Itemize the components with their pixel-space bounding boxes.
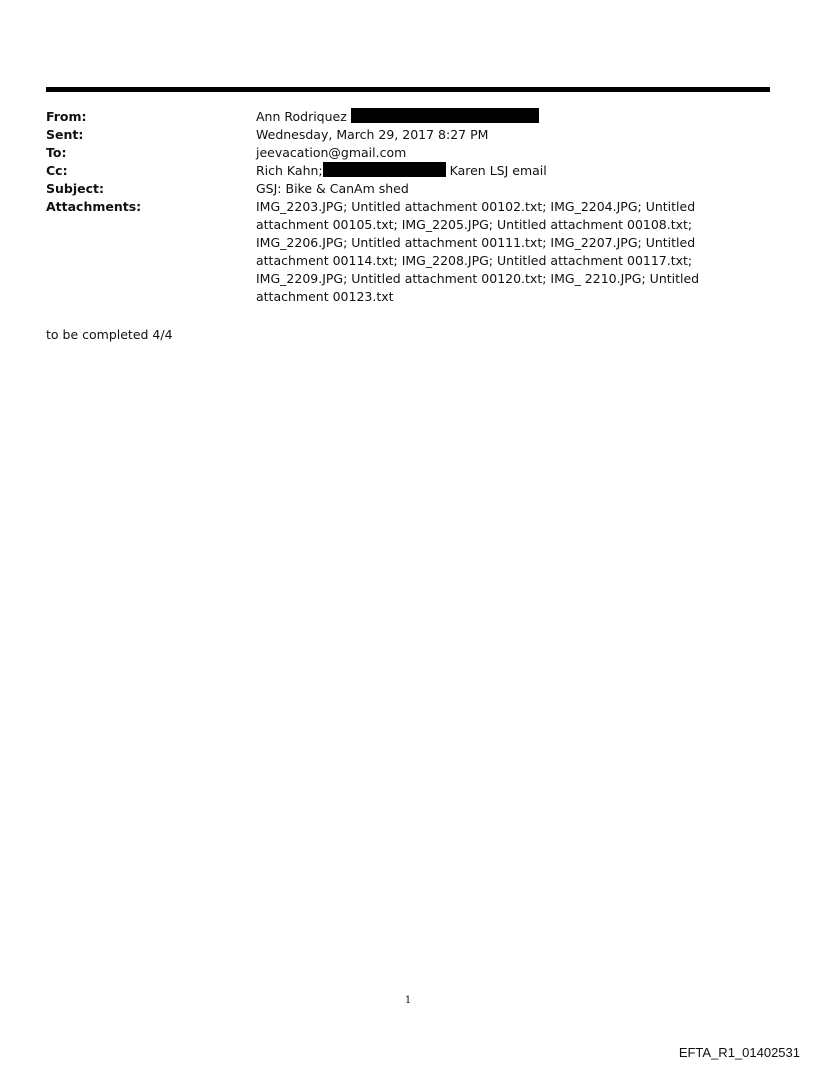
email-body: to be completed 4/4 — [46, 327, 173, 342]
attachments-label: Attachments: — [46, 199, 142, 214]
subject-row — [46, 180, 770, 198]
to-row — [46, 144, 770, 162]
sender-name: Ann Rodriquez — [256, 109, 347, 124]
cc-value — [256, 162, 770, 180]
cc-first-recipient: Rich Kahn; — [256, 163, 323, 178]
sent-value: Wednesday, March 29, 2017 8:27 PM — [256, 127, 489, 142]
cc-row — [46, 162, 770, 180]
header-divider — [46, 87, 770, 92]
bates-number: EFTA_R1_01402531 — [678, 1045, 800, 1060]
page-number: 1 — [404, 995, 412, 1006]
subject-label: Subject: — [46, 181, 104, 196]
cc-second-recipient: Karen LSJ email — [449, 163, 547, 178]
redaction-box — [323, 162, 446, 177]
to-value: jeevacation@gmail.com — [256, 145, 407, 160]
email-header — [46, 108, 770, 306]
from-value — [256, 108, 770, 126]
cc-label: Cc: — [46, 163, 68, 178]
subject-value: GSJ: Bike & CanAm shed — [256, 181, 409, 196]
attachments-value: IMG_2203.JPG; Untitled attachment 00102.txt; IMG_2204.JPG; Untitled attachment 00105.txt; IMG_2205.JPG; Untitled attachment 00108.txt; IMG_2206.JPG; Untitled attachment 00111.txt; IMG_2207.JPG; Untitled attachment 00114.txt; IMG_2208.JPG; Untitled attachment 00117.txt; IMG_2209.JPG; Untitled attachment 00120.txt; IMG_ 2210.JPG; Untitled attachment 00123.txt — [256, 199, 700, 304]
attachments-row — [46, 198, 770, 306]
from-row — [46, 108, 770, 126]
sent-label: Sent: — [46, 127, 84, 142]
from-label: From: — [46, 109, 87, 124]
redaction-box — [351, 108, 539, 123]
to-label: To: — [46, 145, 67, 160]
sent-row — [46, 126, 770, 144]
